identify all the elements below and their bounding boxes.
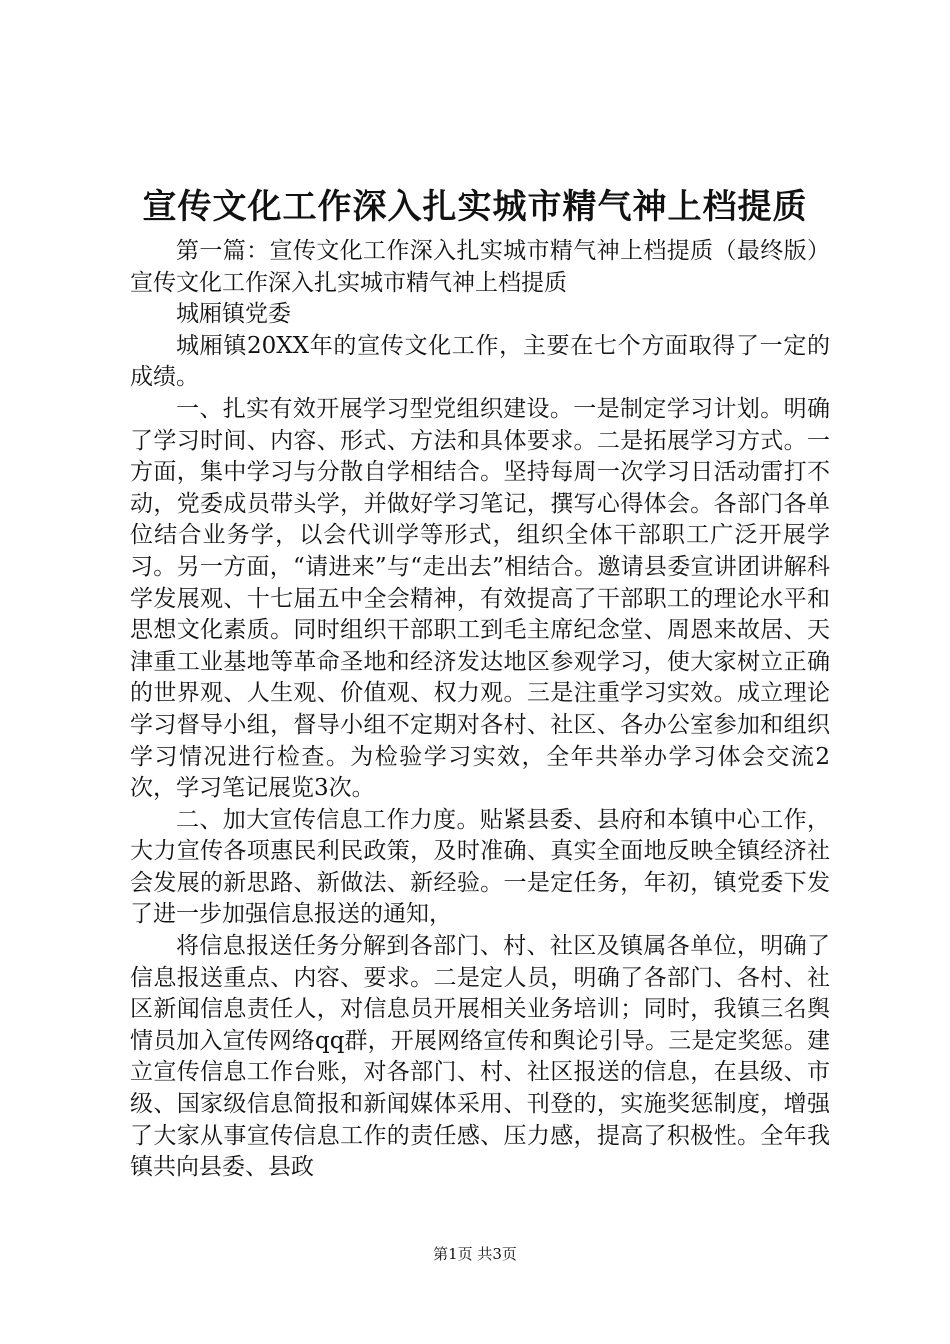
paragraph-section-two-continued: 将信息报送任务分解到各部门、村、社区及镇属各单位，明确了信息报送重点、内容、要求。二是定人员，明确了各部门、各村、社区新闻信息责任人，对信息员开展相关业务培训；同时，我镇三名舆情员加入宣传网络qq群，开展网络宣传和舆论引导。三是定奖惩。建立宣传信息工作台账，对各部门、村、社区报送的信息，在县级、市级、国家级信息简报和新闻媒体采用、刊登的，实施奖惩制度，增强了大家从事宣传信息工作的责任感、压力感，提高了积极性。全年我镇共向县委、县政: [130, 933, 830, 1181]
paragraph-section-two: 二、加大宣传信息工作力度。贴紧县委、县府和本镇中心工作，大力宣传各项惠民利民政策，及时准确、真实全面地反映全镇经济社会发展的新思路、新做法、新经验。一是定任务，年初，镇党委下发了进一步加强信息报送的通知，: [130, 806, 830, 928]
paragraph-section-one: 一、扎实有效开展学习型党组织建设。一是制定学习计划。明确了学习时间、内容、形式、方法和具体要求。二是拓展学习方式。一方面，集中学习与分散自学相结合。坚持每周一次学习日活动雷打不动，党委成员带头学，并做好学习笔记，撰写心得体会。各部门各单位结合业务学，以会代训学等形式，组织全体干部职工广泛开展学习。另一方面，“请进来”与“走出去”相结合。邀请县委宣讲团讲解科学发展观、十七届五中全会精神，有效提高了干部职工的理论水平和思想文化素质。同时组织干部职工到毛主席纪念堂、周恩来故居、天津重工业基地等革命圣地和经济发达地区参观学习，使大家树立正确的世界观、人生观、价值观、权力观。三是注重学习实效。成立理论学习督导小组，督导小组不定期对各村、社区、各办公室参加和组织学习情况进行检查。为检验学习实效，全年共举办学习体会交流2次，学习笔记展览3次。: [130, 395, 830, 802]
paragraph-heading-line: 第一篇：宣传文化工作深入扎实城市精气神上档提质（最终版）宣传文化工作深入扎实城市精气神上档提质: [130, 238, 830, 296]
paragraph-intro: 城厢镇20XX年的宣传文化工作，主要在七个方面取得了一定的成绩。: [130, 332, 830, 391]
paragraph-author: 城厢镇党委: [176, 301, 291, 328]
document-body: [130, 236, 830, 1184]
page-footer: 第1页 共3页: [433, 1245, 517, 1263]
document-title: 宣传文化工作深入扎实城市精气神上档提质: [142, 187, 808, 227]
